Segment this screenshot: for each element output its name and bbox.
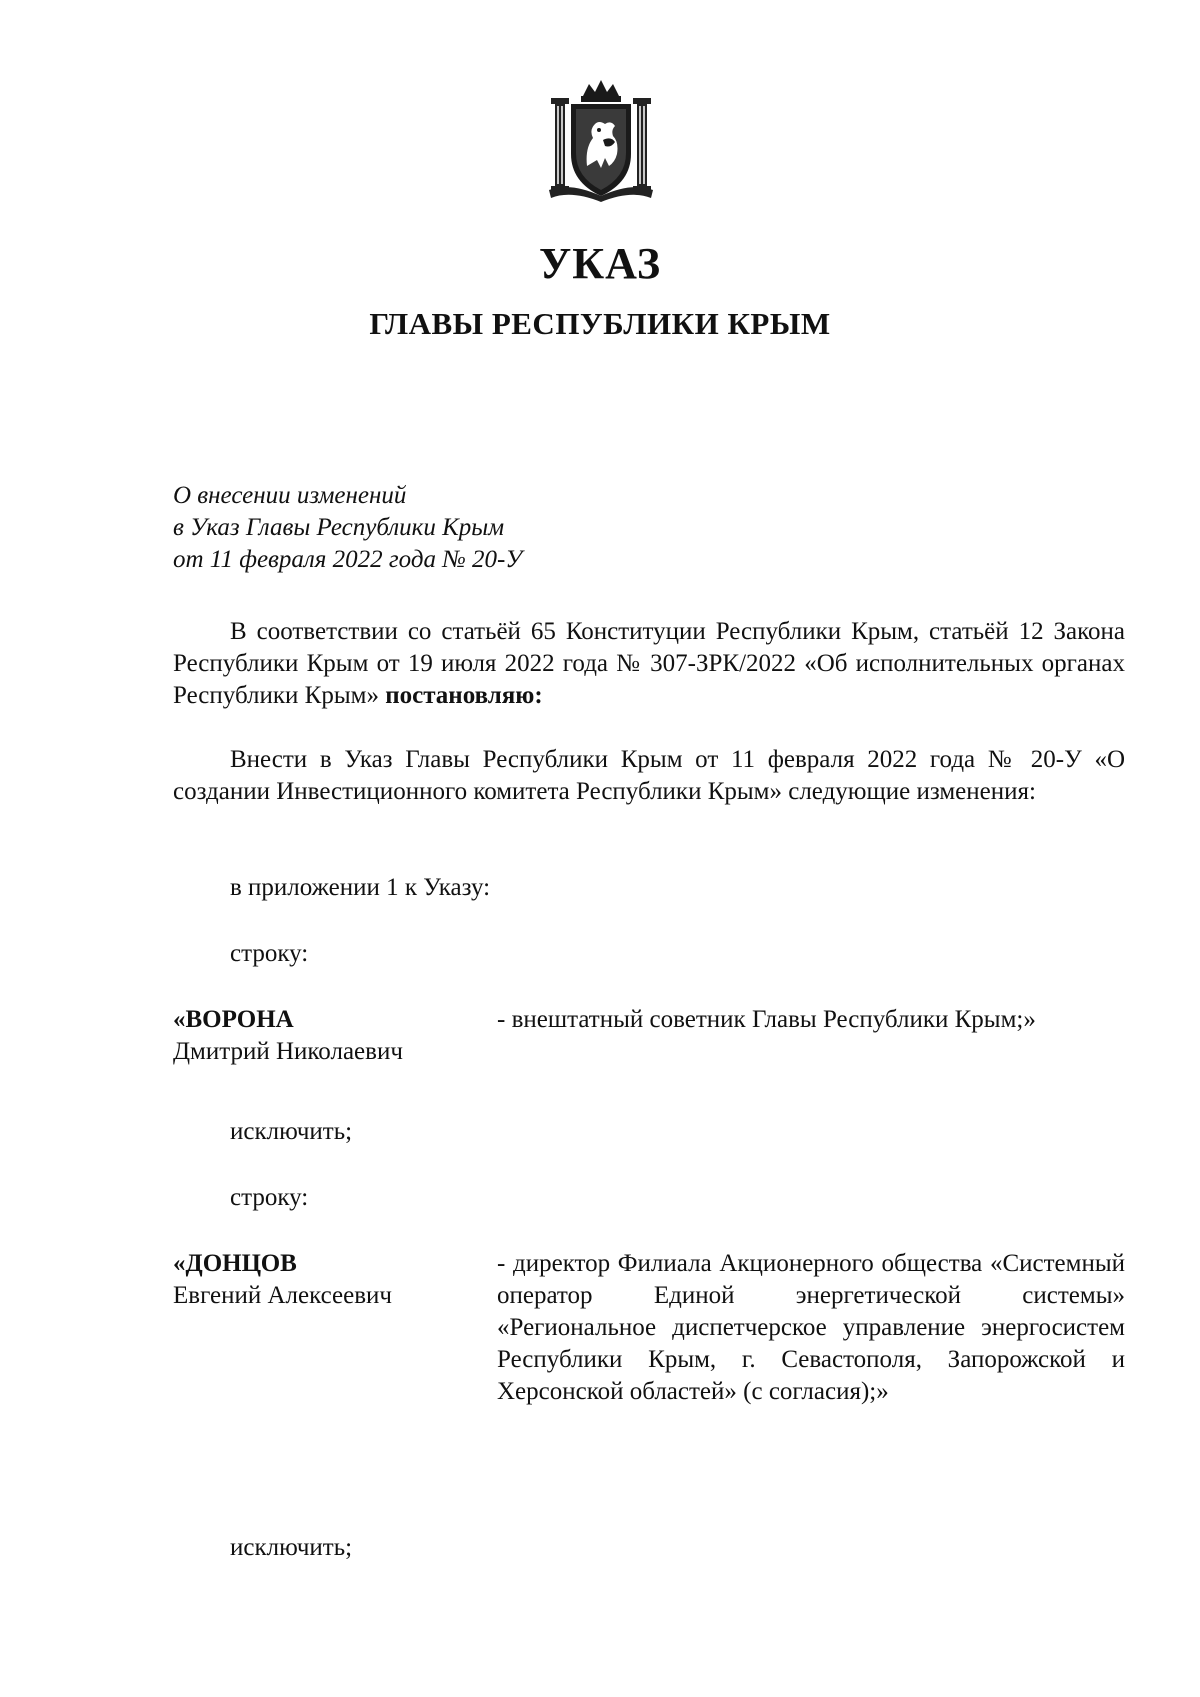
- entry-1-description: - внештатный советник Главы Республики Крым;»: [497, 1006, 1036, 1033]
- exclude-line-1: исключить;: [230, 1118, 353, 1145]
- entry-1-surname: «ВОРОНА: [173, 1006, 294, 1033]
- subject-line-2: в Указ Главы Республики Крым: [173, 514, 505, 541]
- decree-keyword: постановляю:: [385, 682, 543, 709]
- document-subtitle: ГЛАВЫ РЕСПУБЛИКИ КРЫМ: [369, 306, 831, 341]
- appendix-line: в приложении 1 к Указу:: [230, 874, 491, 901]
- row-label-1: строку:: [230, 940, 309, 967]
- subject-line-1: О внесении изменений: [173, 482, 407, 509]
- exclude-line-2: исключить;: [230, 1534, 353, 1561]
- entry-1-given-name: Дмитрий Николаевич: [173, 1038, 403, 1065]
- amendment-paragraph: Внести в Указ Главы Республики Крым от 11 февраля 2022 года № 20-У «О создании Инвестиционного комитета Республики Крым» следующие изменения:: [173, 746, 1125, 805]
- coat-of-arms-emblem: [541, 78, 661, 202]
- entry-2-given-name: Евгений Алексеевич: [173, 1282, 392, 1309]
- entry-2-description: - директор Филиала Акционерного общества «Системный оператор Единой энергетической системы» «Региональное диспетчерское управление энергосистем Республики Крым, г. Севастополя, Запорожской и Херсонской областей» (с согласия);»: [497, 1250, 1125, 1405]
- entry-1-name: [173, 1004, 403, 1068]
- subject-block: [173, 480, 522, 576]
- preamble-text: В соответствии со статьёй 65 Конституции Республики Крым, статьёй 12 Закона Республики Крым от 19 июля 2022 года № 307-ЗРК/2022 «Об исполнительных органах Республики Крым»: [173, 618, 1125, 709]
- entry-2-name: [173, 1248, 392, 1312]
- subject-line-3: от 11 февраля 2022 года № 20-У: [173, 546, 523, 573]
- document-title: УКАЗ: [538, 239, 662, 288]
- row-label-2: строку:: [230, 1184, 309, 1211]
- preamble-paragraph: [173, 616, 1125, 712]
- entry-2-surname: «ДОНЦОВ: [173, 1250, 297, 1277]
